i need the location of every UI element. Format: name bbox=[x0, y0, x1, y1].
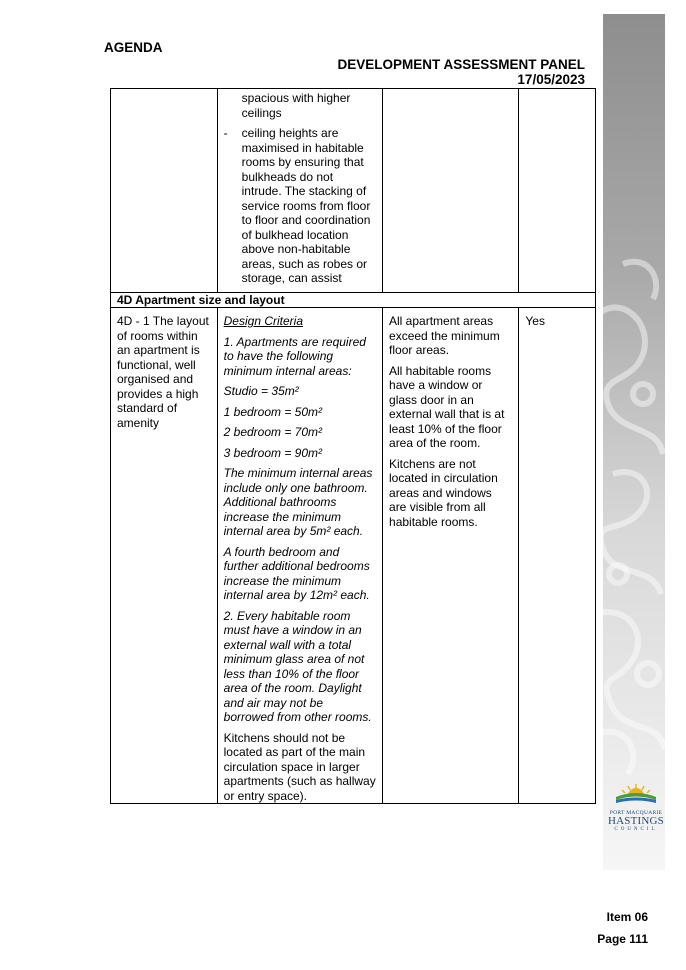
objective-cell-empty bbox=[111, 89, 218, 293]
compliance-item: All apartment areas exceed the minimum floor areas. bbox=[389, 314, 500, 357]
criteria-item: 3 bedroom = 90m² bbox=[223, 445, 323, 460]
criteria-heading: Design Criteria bbox=[223, 314, 303, 328]
compliance-item: Kitchens are not located in circulation areas and windows are visible from all habitable rooms. bbox=[389, 456, 498, 529]
panel-title: DEVELOPMENT ASSESSMENT PANEL bbox=[337, 57, 585, 72]
bullet-dash: - bbox=[223, 126, 228, 140]
complies-cell-empty bbox=[519, 89, 596, 293]
compliance-cell bbox=[383, 308, 519, 804]
meeting-date: 17/05/2023 bbox=[517, 72, 585, 87]
list-item-text: ceiling heights are maximised in habitable rooms by ensuring that bulkheads do not intrude. The stacking of service rooms from floor to floor and coordination of bulkhead location above non-habitable areas, such as robes or storage, can assist bbox=[241, 126, 371, 285]
list-item bbox=[224, 126, 376, 286]
criteria-item: Studio = 35m² bbox=[223, 384, 299, 398]
swirl-pattern-icon bbox=[603, 14, 665, 870]
item-number: Item 06 bbox=[606, 910, 648, 924]
sun-waves-icon bbox=[614, 783, 658, 805]
table-row bbox=[111, 89, 596, 293]
council-logo bbox=[606, 783, 666, 832]
criteria-cell bbox=[217, 89, 382, 293]
criteria-note: Kitchens should not be located as part of the main circulation space in larger apartments (such as hallway or entry space). bbox=[223, 730, 376, 803]
page-number: Page 111 bbox=[597, 932, 648, 946]
section-row bbox=[111, 292, 596, 308]
objective-cell: 4D - 1 The layout of rooms within an apartment is functional, well organised and provides a high standard of amenity bbox=[111, 308, 218, 804]
criteria-cell bbox=[217, 308, 382, 804]
decorative-sidebar bbox=[603, 14, 665, 870]
criteria-item: 1 bedroom = 50m² bbox=[223, 404, 323, 419]
complies-cell: Yes bbox=[519, 308, 596, 804]
logo-line-1: PORT MACQUARIE bbox=[609, 810, 663, 816]
table-row bbox=[111, 308, 596, 804]
logo-line-3: COUNCIL bbox=[614, 827, 658, 832]
agenda-heading: AGENDA bbox=[104, 40, 163, 55]
compliance-item: All habitable rooms have a window or glass door in an external wall that is at least 10% of the floor area of the room. bbox=[389, 363, 505, 450]
criteria-item: 2 bedroom = 70m² bbox=[223, 425, 323, 439]
section-heading: 4D Apartment size and layout bbox=[111, 292, 596, 308]
assessment-table bbox=[110, 88, 596, 804]
criteria-item: 2. Every habitable room must have a window in an external wall with a total minimum glass area of not less than 10% of the floor area of the room. Daylight and air may not be borrowed from other rooms. bbox=[223, 608, 372, 724]
compliance-cell-empty bbox=[383, 89, 519, 293]
panel-header bbox=[337, 57, 585, 87]
criteria-item: 1. Apartments are required to have the following minimum internal areas: bbox=[223, 334, 366, 378]
logo-line-2: HASTINGS bbox=[608, 815, 664, 827]
criteria-item: The minimum internal areas include only one bathroom. Additional bathrooms increase the minimum internal area by 5m² each. bbox=[223, 466, 373, 538]
criteria-text: spacious with higher ceilings bbox=[241, 91, 351, 120]
criteria-item: A fourth bedroom and further additional bedrooms increase the minimum internal area by 12m² each. bbox=[223, 544, 370, 602]
